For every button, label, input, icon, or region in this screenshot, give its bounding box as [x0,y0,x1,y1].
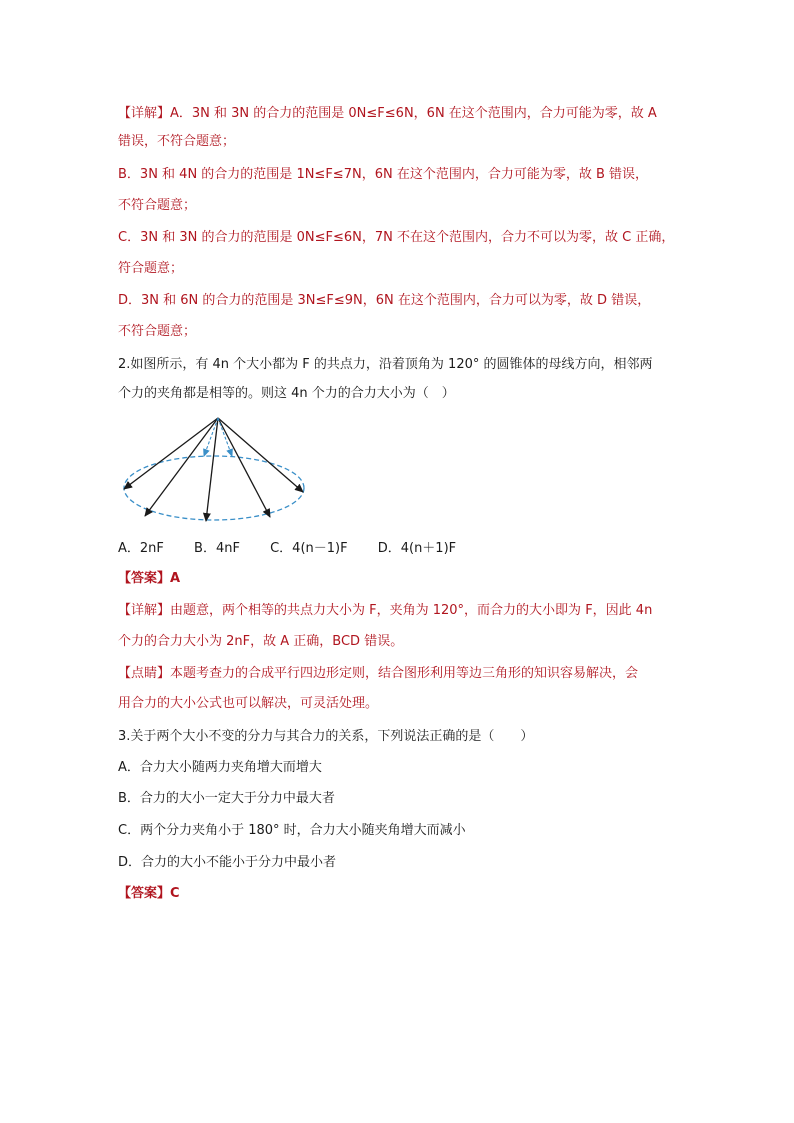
force-arrow-2 [145,418,218,516]
q2-stem-line-2: 个力的夹角都是相等的。则这 4n 个力的合力大小为（ ） [118,386,455,401]
q2-option-a: A．2nF [118,541,164,556]
detail-line-2: 错误，不符合题意； [118,134,236,149]
q3-option-a: A．合力大小随两力夹角增大而增大 [118,760,322,775]
detail-line-3: B．3N 和 4N 的合力的范围是 1N≤F≤7N，6N 在这个范围内，合力可能为零，故 B 错误， [118,167,649,182]
q3-stem: 3.关于两个大小不变的分力与其合力的关系，下列说法正确的是（ ） [118,729,534,744]
cone-base-ellipse [124,456,304,520]
detail-line-4: 不符合题意； [118,198,197,213]
detail-line-7: D．3N 和 6N 的合力的范围是 3N≤F≤9N，6N 在这个范围内，合力可以为零，故 D 错误， [118,293,651,308]
q2-tip-line-1: 【点睛】本题考查力的合成平行四边形定则，结合图形利用等边三角形的知识容易解决，会 [118,666,639,681]
q3-option-c: C．两个分力夹角小于 180° 时，合力大小随夹角增大而减小 [118,823,466,838]
q2-detail-line-2: 个力的合力大小为 2nF，故 A 正确，BCD 错误。 [118,634,404,649]
q2-option-b: B．4nF [194,541,240,556]
force-arrow-5 [218,418,303,492]
q3-option-b: B．合力的大小一定大于分力中最大者 [118,791,335,806]
q3-answer: 【答案】C [118,886,180,901]
detail-line-1: 【详解】A．3N 和 3N 的合力的范围是 0N≤F≤6N，6N 在这个范围内，合力可能为零，故 A [118,106,657,121]
q2-option-d: D．4(n＋1)F [377,541,457,556]
q2-option-c: C．4(n－1)F [270,541,348,556]
detail-line-8: 不符合题意； [118,324,197,339]
force-arrow-1 [124,418,218,489]
q3-option-d: D．合力的大小不能小于分力中最小者 [118,855,337,870]
q2-stem-line-1: 2.如图所示，有 4n 个大小都为 F 的共点力，沿着顶角为 120° 的圆锥体的母线方向，相邻两 [118,357,653,372]
detail-line-6: 符合题意； [118,261,184,276]
q2-answer: 【答案】A [118,571,181,586]
q2-tip-line-2: 用合力的大小公式也可以解决，可灵活处理。 [118,696,379,711]
detail-line-5: C．3N 和 3N 的合力的范围是 0N≤F≤6N，7N 不在这个范围内，合力不可以为零，故 C 正确， [118,230,675,245]
force-arrow-4 [218,418,270,517]
q2-detail-line-1: 【详解】由题意，两个相等的共点力大小为 F，夹角为 120°，而合力的大小即为 F，因此 4n [118,603,653,618]
